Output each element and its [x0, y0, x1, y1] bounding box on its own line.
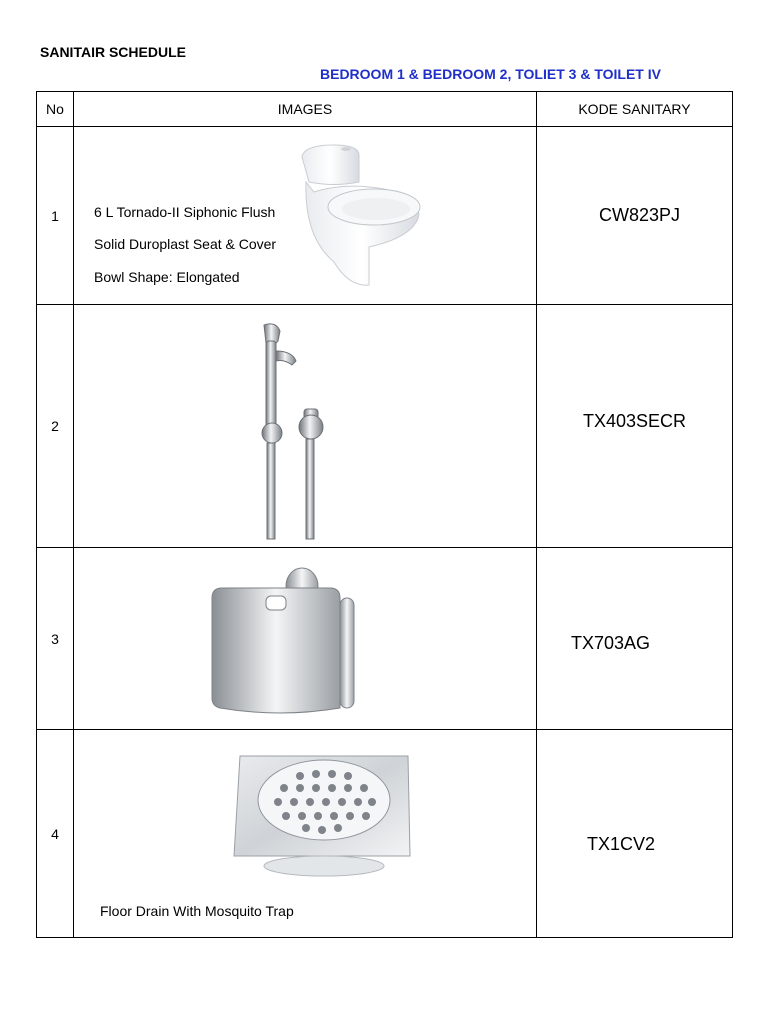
description-line: Solid Duroplast Seat & Cover — [94, 236, 277, 252]
header-no: No — [37, 92, 74, 127]
sanitary-schedule-table — [36, 91, 733, 938]
table-row — [37, 127, 733, 305]
sanitary-code: TX403SECR — [583, 411, 687, 431]
header-images: IMAGES — [74, 92, 537, 127]
image-cell — [74, 305, 537, 548]
code-cell — [537, 305, 733, 548]
bidet-spray-icon — [232, 321, 352, 541]
description-line: Floor Drain With Mosquito Trap — [100, 903, 294, 919]
sanitary-code: CW823PJ — [599, 205, 681, 225]
tissue-holder-icon — [190, 558, 370, 720]
table-header-row — [37, 92, 733, 127]
code-cell — [537, 730, 733, 938]
description-line: 6 L Tornado-II Siphonic Flush — [94, 204, 276, 220]
sanitary-code: TX703AG — [571, 633, 651, 653]
row-number: 4 — [37, 730, 74, 938]
floor-drain-icon — [220, 752, 420, 892]
row-number: 2 — [37, 305, 74, 548]
header-code: KODE SANITARY — [537, 92, 733, 127]
row-number: 1 — [37, 127, 74, 305]
code-cell — [537, 127, 733, 305]
sanitary-code: TX1CV2 — [587, 834, 656, 854]
table-row — [37, 548, 733, 730]
image-cell — [74, 730, 537, 938]
table-row — [37, 305, 733, 548]
schedule-subtitle: BEDROOM 1 & BEDROOM 2, TOLIET 3 & TOILET IV — [320, 66, 661, 82]
code-cell — [537, 548, 733, 730]
table-row — [37, 730, 733, 938]
schedule-title: SANITAIR SCHEDULE — [40, 44, 186, 60]
description-line: Bowl Shape: Elongated — [94, 269, 240, 285]
image-cell — [74, 127, 537, 305]
toilet-icon — [294, 137, 424, 287]
row-number: 3 — [37, 548, 74, 730]
image-cell — [74, 548, 537, 730]
